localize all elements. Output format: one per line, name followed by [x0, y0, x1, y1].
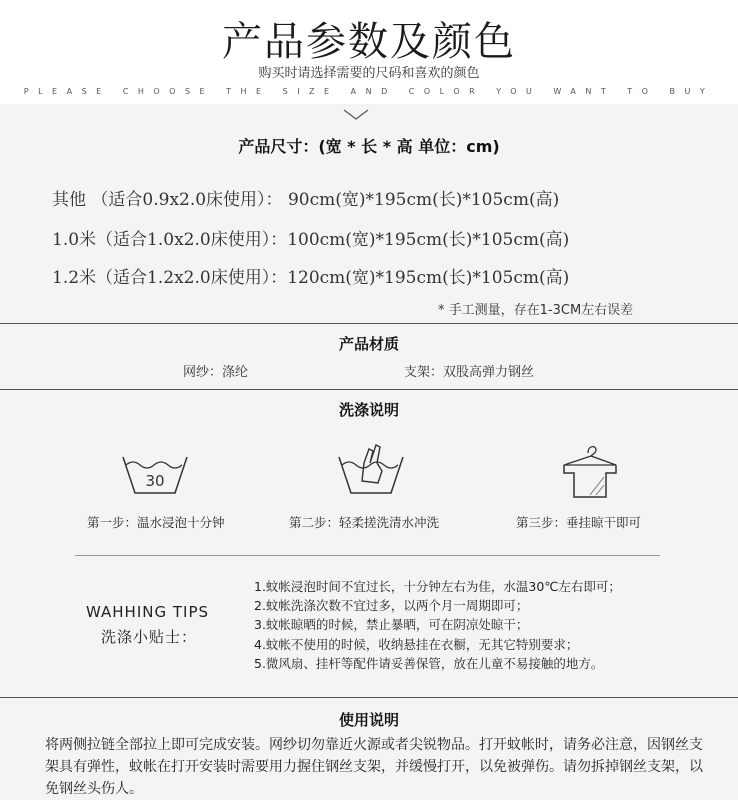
wash-step: 第二步：轻柔搓洗清水冲洗 — [289, 515, 440, 530]
wash-step: 第一步：温水浸泡十分钟 — [87, 515, 225, 530]
hand-wash-icon — [336, 443, 406, 495]
tips-title-cn: 洗涤小贴士： — [101, 628, 198, 646]
tip-item: 1.蚊帐浸泡时间不宜过长，十分钟左右为佳，水温30℃左右即可； — [254, 579, 621, 594]
tip-item: 2.蚊帐洗涤次数不宜过多，以两个月一周期即可； — [254, 598, 529, 614]
size-row: 1.2米（适合1.2x2.0床使用）：120cm(宽)*195cm(长)*105cm(高) — [52, 268, 570, 288]
divider — [0, 697, 738, 698]
material-frame: 支架：双股高弹力钢丝 — [404, 365, 535, 380]
page-subtitle: 购买时请选择需要的尺码和喜欢的颜色 — [258, 66, 480, 81]
hang-dry-icon — [560, 443, 620, 499]
english-tagline: PLEASE CHOOSE THE SIZE AND COLOR YOU WANT TO BUY — [23, 87, 715, 96]
usage-text: 将两侧拉链全部拉上即可完成安装。网纱切勿靠近火源或者尖锐物品。打开蚊帐时，请务必注意，因钢丝支架具有弹性，蚊帐在打开安装时需要用力握住钢丝支架，并缓慢打开，以免被弹伤。请勿拆掉钢丝支架，以免钢丝头伤人。 — [45, 737, 703, 797]
divider — [75, 555, 660, 556]
tip-item: 3.蚊帐晾晒的时候，禁止暴晒，可在阴凉处晾干； — [254, 617, 529, 633]
material-heading: 产品材质 — [338, 335, 399, 353]
measurement-note: * 手工测量，存在1-3CM左右误差 — [438, 303, 634, 318]
size-heading: 产品尺寸：(宽 * 长 * 高 单位：cm) — [238, 137, 500, 156]
chevron-down-icon — [343, 109, 369, 121]
tip-item: 4.蚊帐不使用的时候，收纳悬挂在衣橱，无其它特别要求； — [254, 636, 579, 652]
wash-basin-30-icon — [120, 453, 190, 495]
washing-heading: 洗涤说明 — [338, 401, 399, 419]
usage-heading: 使用说明 — [338, 711, 399, 729]
tips-title-en: WAHHING TIPS — [86, 603, 210, 621]
size-row: 其他 （适合0.9x2.0床使用）： 90cm(宽)*195cm(长)*105cm(高) — [52, 190, 560, 210]
tip-item: 5.微风扇、挂杆等配件请妥善保管，放在儿童不易接触的地方。 — [254, 655, 604, 671]
temperature-label: 30 — [145, 472, 165, 490]
material-net: 网纱：涤纶 — [183, 365, 249, 380]
page-title: 产品参数及颜色 — [222, 19, 516, 65]
tips-list — [254, 577, 621, 673]
divider — [0, 323, 738, 324]
size-row: 1.0米（适合1.0x2.0床使用）：100cm(宽)*195cm(长)*105cm(高) — [52, 230, 570, 250]
header — [0, 0, 738, 104]
wash-step: 第三步：垂挂晾干即可 — [516, 515, 642, 530]
divider — [0, 389, 738, 390]
